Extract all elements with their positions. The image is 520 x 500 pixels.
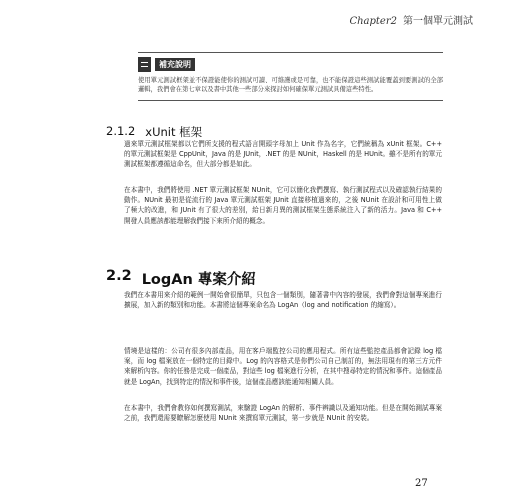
paragraph: 過來單元測試框架都以它們所支援的程式語言開頭字母加上 Unit 作為名字，它們統稱為 xUnit 框架。C++ 的單元測試框架是 CppUnit，Java 的是 JUnit，.NET 的是 NUnit，Haskell 的是 HUnit。雖不是所有的單元測試框架都遵循這命名，但大部分都是如此。 (124, 140, 442, 169)
running-header (349, 12, 473, 27)
note-title: 補充說明 (155, 58, 195, 71)
note-title-row (138, 57, 443, 72)
subsection-title: xUnit 框架 (145, 125, 203, 139)
paragraph: 在本書中，我們會教你如何撰寫測試，來驗證 LogAn 的解析、事件辨識以及通知功能。但是在開始測試專案之前，我們還需要瞭解怎麼使用 NUnit 來撰寫單元測試，第一步就是 NUnit 的安裝。 (124, 404, 442, 423)
subsection-number: 2.1.2 (106, 124, 136, 138)
chapter-label: Chapter2 (349, 16, 397, 27)
section-number: 2.2 (106, 268, 132, 284)
note-icon (138, 57, 151, 72)
paragraph: 我們在本書用來介紹的範例一開始會很簡單，只包含一個類別，隨著書中內容的發展，我們會對這個專案進行擴展，加入新的類別和功能。本書將這個專案命名為 LogAn（log and notification 的縮寫）。 (124, 291, 442, 310)
page-number: 27 (415, 478, 428, 489)
section-heading (106, 268, 256, 289)
note-box (138, 52, 443, 101)
paragraph: 情境是這樣的：公司有很多內部產品，用在客戶端監控公司的應用程式。所有這些監控產品都會記錄 log 檔案，而 log 檔案放在一個特定的目錄中。Log 的內容格式是你們公司自己制訂的，無法用現有的第三方元件來解析內容。你的任務是完成一個產品，對這些 log 檔案進行分析，在其中搜尋特定的情況和事件。這個產品就是 LogAn，找到特定的情況和事件後，這個產品應該能通知相關人員。 (124, 347, 442, 386)
subsection-heading (106, 124, 202, 140)
note-body: 使用單元測試框架並不保證能使你的測試可讀、可維護或是可靠，也不能保證這些測試能覆蓋到要測試的全部邏輯，我們會在第七章以及書中其他一些部分來探討如何確保單元測試具備這些特性。 (138, 77, 443, 94)
paragraph: 在本書中，我們將使用 .NET 單元測試框架 NUnit，它可以簡化我們撰寫、執行測試程式以及確認執行結果的動作。NUnit 最初是從流行的 Java 單元測試框架 JUnit 直接移植過來的，之後 NUnit 在設計和可用性上做了極大的改進，和 JUnit 有了很大的差別，給日新月異的測試框架生態系統注入了新的活力。Java 和 C++ 開發人員應該都能理解我們接下來所介紹的概念。 (124, 186, 442, 225)
section-title: LogAn 專案介紹 (141, 272, 256, 288)
chapter-title: 第一個單元測試 (403, 16, 473, 27)
